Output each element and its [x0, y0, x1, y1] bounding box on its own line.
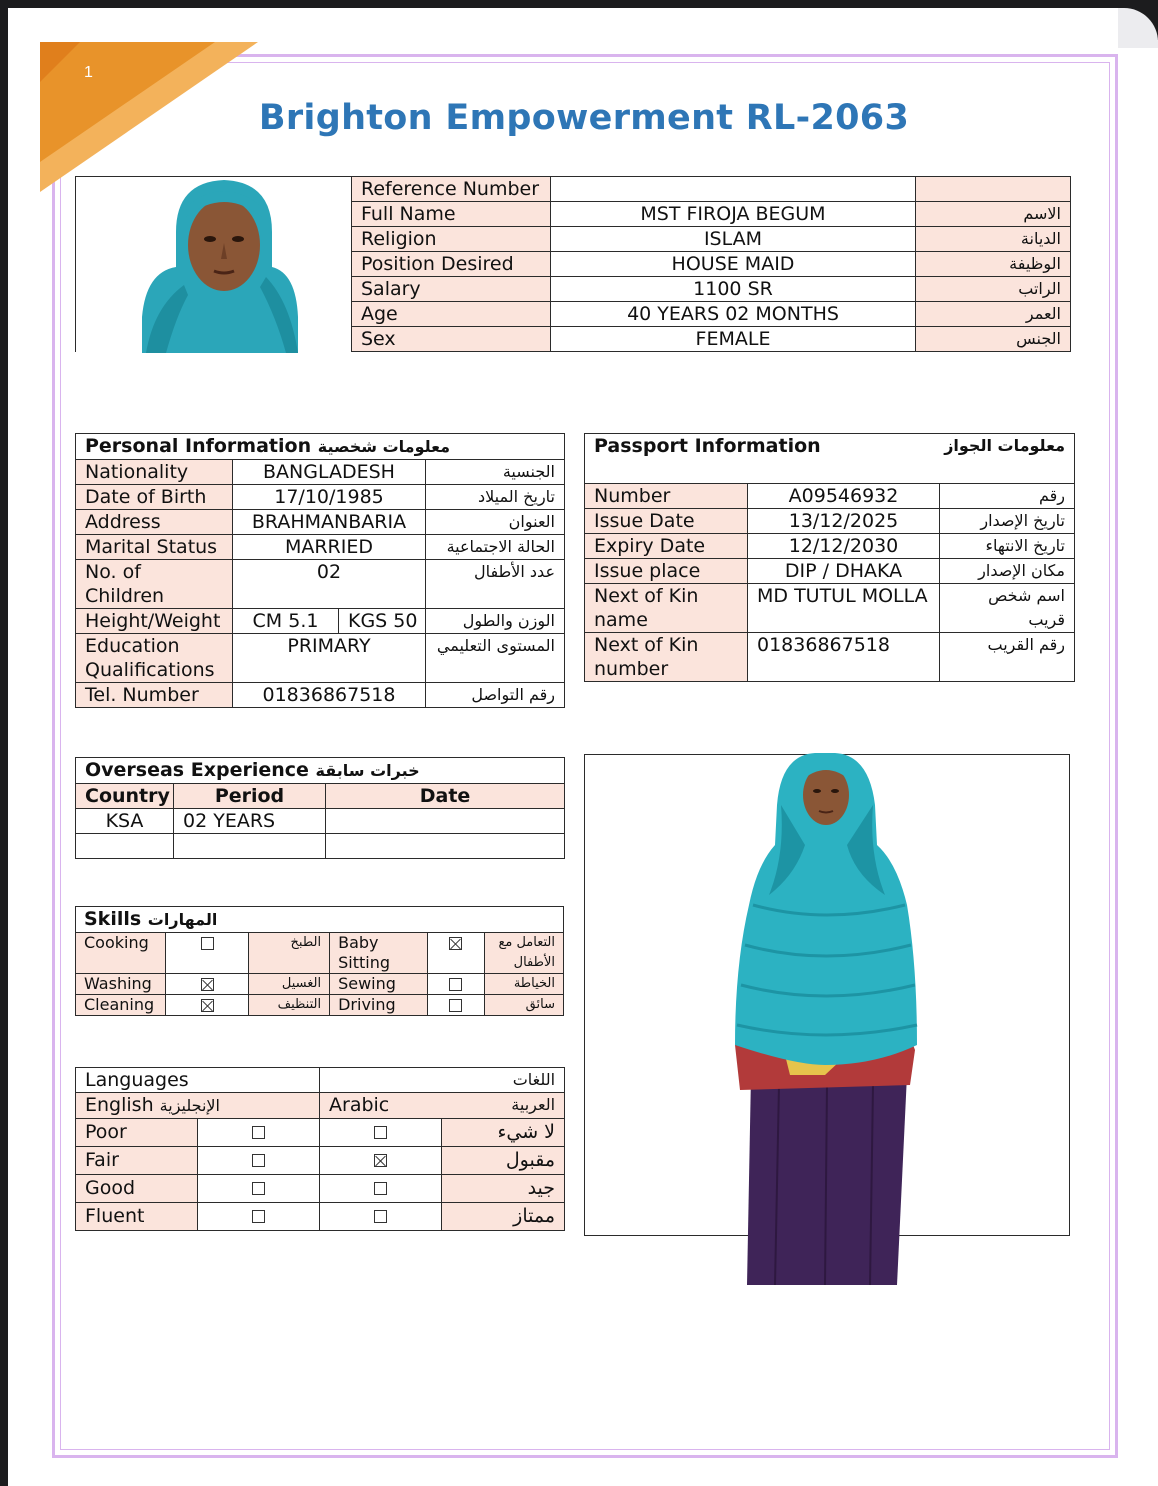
- passport-label: Issue place: [585, 559, 748, 584]
- skill-label: Washing: [76, 974, 166, 995]
- profile-label: Sex: [352, 327, 551, 352]
- language-level-label-ar: مقبول: [442, 1147, 565, 1175]
- arabic-level-checkbox[interactable]: [374, 1182, 387, 1195]
- profile-row: [352, 177, 1071, 202]
- personal-row-education: [76, 634, 565, 683]
- personal-row: [76, 535, 565, 560]
- height-value: CM 5.1: [233, 609, 339, 634]
- passport-value: 13/12/2025: [748, 509, 940, 534]
- overseas-date: [326, 834, 565, 859]
- language-level-label-ar: جيد: [442, 1175, 565, 1203]
- profile-label-ar: الديانة: [916, 227, 1071, 252]
- personal-value: BANGLADESH: [233, 460, 426, 485]
- language-level-label: Good: [76, 1175, 198, 1203]
- profile-table: [351, 176, 1071, 352]
- language-level-label: Fair: [76, 1147, 198, 1175]
- english-level-checkbox[interactable]: [252, 1182, 265, 1195]
- profile-row: [352, 277, 1071, 302]
- profile-row: [352, 227, 1071, 252]
- passport-label-ar: رقم القريب: [940, 633, 1075, 682]
- english-level-cell: [198, 1147, 320, 1175]
- passport-value: 01836867518: [748, 633, 940, 682]
- personal-info-title: Personal Information: [85, 435, 312, 457]
- profile-label: Position Desired: [352, 252, 551, 277]
- education-label-ar: المستوى التعليمي: [426, 634, 565, 683]
- personal-label-ar: العنوان: [426, 510, 565, 535]
- skills-table: [75, 906, 564, 1016]
- personal-label: No. of Children: [76, 560, 233, 609]
- skill-label-ar: الغسيل: [248, 974, 329, 995]
- skill-checkbox[interactable]: [201, 999, 214, 1012]
- personal-row-tel: [76, 683, 565, 708]
- tel-label-ar: رقم التواصل: [426, 683, 565, 708]
- personal-label-ar: تاريخ الميلاد: [426, 485, 565, 510]
- profile-label: Full Name: [352, 202, 551, 227]
- profile-row: [352, 252, 1071, 277]
- passport-label-ar: اسم شخص قريب: [940, 584, 1075, 633]
- personal-label: Marital Status: [76, 535, 233, 560]
- overseas-date: [326, 809, 565, 834]
- skill-label-ar: التعامل مع الأطفال: [484, 933, 563, 974]
- arabic-level-checkbox[interactable]: [374, 1154, 387, 1167]
- english-level-checkbox[interactable]: [252, 1210, 265, 1223]
- passport-value: DIP / DHAKA: [748, 559, 940, 584]
- language-level-label: Fluent: [76, 1203, 198, 1231]
- overseas-header-date: Date: [326, 784, 565, 809]
- english-level-cell: [198, 1119, 320, 1147]
- language-level-label-ar: ممتاز: [442, 1203, 565, 1231]
- window-top-edge: [0, 0, 1158, 8]
- education-value: PRIMARY: [233, 634, 426, 683]
- window-left-edge: [0, 0, 8, 1486]
- skill-checkbox[interactable]: [449, 937, 462, 950]
- profile-label: Salary: [352, 277, 551, 302]
- personal-label: Date of Birth: [76, 485, 233, 510]
- personal-row-height-weight: [76, 609, 565, 634]
- tel-value: 01836867518: [233, 683, 426, 708]
- language-level-label-ar: لا شيء: [442, 1119, 565, 1147]
- language-level-row: [76, 1147, 565, 1175]
- personal-label-ar: الحالة الاجتماعية: [426, 535, 565, 560]
- overseas-heading: [76, 758, 565, 784]
- skills-row: [76, 933, 564, 974]
- english-level-checkbox[interactable]: [252, 1126, 265, 1139]
- skill-checkbox[interactable]: [201, 937, 214, 950]
- profile-label: Age: [352, 302, 551, 327]
- profile-value: ISLAM: [551, 227, 916, 252]
- passport-info-title-ar: معلومات الجواز: [944, 436, 1065, 455]
- skills-title: Skills: [84, 908, 142, 930]
- skill-checkbox-cell: [427, 933, 484, 974]
- language-level-row: [76, 1175, 565, 1203]
- profile-label-ar: الوظيفة: [916, 252, 1071, 277]
- personal-value: MARRIED: [233, 535, 426, 560]
- english-level-checkbox[interactable]: [252, 1154, 265, 1167]
- personal-value: 17/10/1985: [233, 485, 426, 510]
- profile-row: [352, 327, 1071, 352]
- height-weight-label: Height/Weight: [76, 609, 233, 634]
- passport-row: [585, 633, 1075, 682]
- skills-row: [76, 974, 564, 995]
- personal-label: Address: [76, 510, 233, 535]
- weight-value: KGS 50: [339, 609, 426, 634]
- profile-label-ar: العمر: [916, 302, 1071, 327]
- skill-label: Sewing: [330, 974, 428, 995]
- personal-value: BRAHMANBARIA: [233, 510, 426, 535]
- overseas-country: [76, 834, 174, 859]
- passport-label: Issue Date: [585, 509, 748, 534]
- passport-value: A09546932: [748, 484, 940, 509]
- profile-value: MST FIROJA BEGUM: [551, 202, 916, 227]
- personal-row: [76, 485, 565, 510]
- skill-checkbox-cell: [427, 974, 484, 995]
- skill-label: Cleaning: [76, 995, 166, 1016]
- language-arabic-label: Arabic: [329, 1094, 390, 1116]
- skills-title-ar: المهارات: [147, 910, 218, 929]
- skill-label-ar: الخياطة: [484, 974, 563, 995]
- profile-row: [352, 202, 1071, 227]
- passport-row: [585, 559, 1075, 584]
- language-level-label: Poor: [76, 1119, 198, 1147]
- profile-value: 40 YEARS 02 MONTHS: [551, 302, 916, 327]
- language-level-row: [76, 1203, 565, 1231]
- personal-info-title-ar: معلومات شخصية: [317, 437, 451, 456]
- arabic-level-cell: [320, 1147, 442, 1175]
- profile-label-ar: الراتب: [916, 277, 1071, 302]
- languages-title-ar: اللغات: [320, 1068, 565, 1093]
- skill-checkbox[interactable]: [201, 978, 214, 991]
- profile-label: Reference Number: [352, 177, 551, 202]
- personal-row: [76, 510, 565, 535]
- skill-checkbox-cell: [427, 995, 484, 1016]
- portrait-photo: [76, 177, 353, 353]
- portrait-photo-frame: [75, 176, 352, 352]
- education-label: Education Qualifications: [76, 634, 233, 683]
- profile-label-ar: [916, 177, 1071, 202]
- profile-label: Religion: [352, 227, 551, 252]
- language-english-label-ar: الإنجليزية: [159, 1096, 220, 1115]
- skill-label: Baby Sitting: [330, 933, 428, 974]
- personal-info-table: [75, 433, 565, 708]
- passport-label: Next of Kin number: [585, 633, 748, 682]
- tel-label: Tel. Number: [76, 683, 233, 708]
- passport-row: [585, 509, 1075, 534]
- passport-row: [585, 584, 1075, 633]
- skill-label-ar: التنظيف: [248, 995, 329, 1016]
- arabic-level-cell: [320, 1175, 442, 1203]
- language-arabic-heading: [320, 1093, 565, 1119]
- passport-label: Expiry Date: [585, 534, 748, 559]
- full-body-photo: [585, 745, 1071, 1285]
- languages-table: [75, 1067, 565, 1231]
- overseas-period: [174, 834, 326, 859]
- skill-label: Driving: [330, 995, 428, 1016]
- personal-label-ar: الجنسية: [426, 460, 565, 485]
- passport-label-ar: تاريخ الإصدار: [940, 509, 1075, 534]
- overseas-experience-table: [75, 757, 565, 859]
- skill-checkbox-cell: [166, 933, 248, 974]
- skill-checkbox-cell: [166, 995, 248, 1016]
- profile-value: HOUSE MAID: [551, 252, 916, 277]
- overseas-country: KSA: [76, 809, 174, 834]
- overseas-row: [76, 809, 565, 834]
- arabic-level-checkbox[interactable]: [374, 1210, 387, 1223]
- language-level-row: [76, 1119, 565, 1147]
- profile-value: [551, 177, 916, 202]
- skill-label-ar: سائق: [484, 995, 563, 1016]
- passport-label: Number: [585, 484, 748, 509]
- document-title: Brighton Empowerment RL-2063: [258, 98, 910, 138]
- passport-info-table: [584, 433, 1075, 682]
- passport-info-title: Passport Information: [594, 435, 821, 457]
- overseas-period: 02 YEARS: [174, 809, 326, 834]
- personal-row: [76, 460, 565, 485]
- passport-label-ar: مكان الإصدار: [940, 559, 1075, 584]
- page-number: 1: [84, 64, 93, 81]
- english-level-cell: [198, 1175, 320, 1203]
- passport-value: 12/12/2030: [748, 534, 940, 559]
- profile-value: 1100 SR: [551, 277, 916, 302]
- passport-label: Next of Kin name: [585, 584, 748, 633]
- passport-label-ar: رقم: [940, 484, 1075, 509]
- passport-row: [585, 534, 1075, 559]
- full-body-photo-frame: [584, 754, 1070, 1236]
- personal-info-heading: [76, 434, 565, 460]
- skill-checkbox[interactable]: [449, 999, 462, 1012]
- overseas-header-period: Period: [174, 784, 326, 809]
- skill-checkbox-cell: [166, 974, 248, 995]
- profile-value: FEMALE: [551, 327, 916, 352]
- profile-row: [352, 302, 1071, 327]
- skills-row: [76, 995, 564, 1016]
- personal-label: Nationality: [76, 460, 233, 485]
- overseas-header-country: Country: [76, 784, 174, 809]
- arabic-level-cell: [320, 1119, 442, 1147]
- overseas-title: Overseas Experience: [85, 759, 309, 781]
- personal-label-ar: عدد الأطفال: [426, 560, 565, 609]
- overseas-title-ar: خبرات سابقة: [315, 761, 420, 780]
- personal-value: 02: [233, 560, 426, 609]
- english-level-cell: [198, 1203, 320, 1231]
- overseas-row: [76, 834, 565, 859]
- passport-info-heading: [585, 434, 1075, 484]
- languages-title: Languages: [76, 1068, 320, 1093]
- height-weight-label-ar: الوزن والطول: [426, 609, 565, 634]
- profile-label-ar: الجنس: [916, 327, 1071, 352]
- personal-row: [76, 560, 565, 609]
- skill-checkbox[interactable]: [449, 978, 462, 991]
- passport-value: MD TUTUL MOLLA: [748, 584, 940, 633]
- passport-label-ar: تاريخ الانتهاء: [940, 534, 1075, 559]
- profile-label-ar: الاسم: [916, 202, 1071, 227]
- arabic-level-cell: [320, 1203, 442, 1231]
- skill-label-ar: الطبخ: [248, 933, 329, 974]
- skills-heading: [76, 907, 564, 933]
- arabic-level-checkbox[interactable]: [374, 1126, 387, 1139]
- language-arabic-label-ar: العربية: [511, 1095, 556, 1114]
- skill-label: Cooking: [76, 933, 166, 974]
- language-english-heading: [76, 1093, 320, 1119]
- language-english-label: English: [85, 1094, 154, 1116]
- passport-row: [585, 484, 1075, 509]
